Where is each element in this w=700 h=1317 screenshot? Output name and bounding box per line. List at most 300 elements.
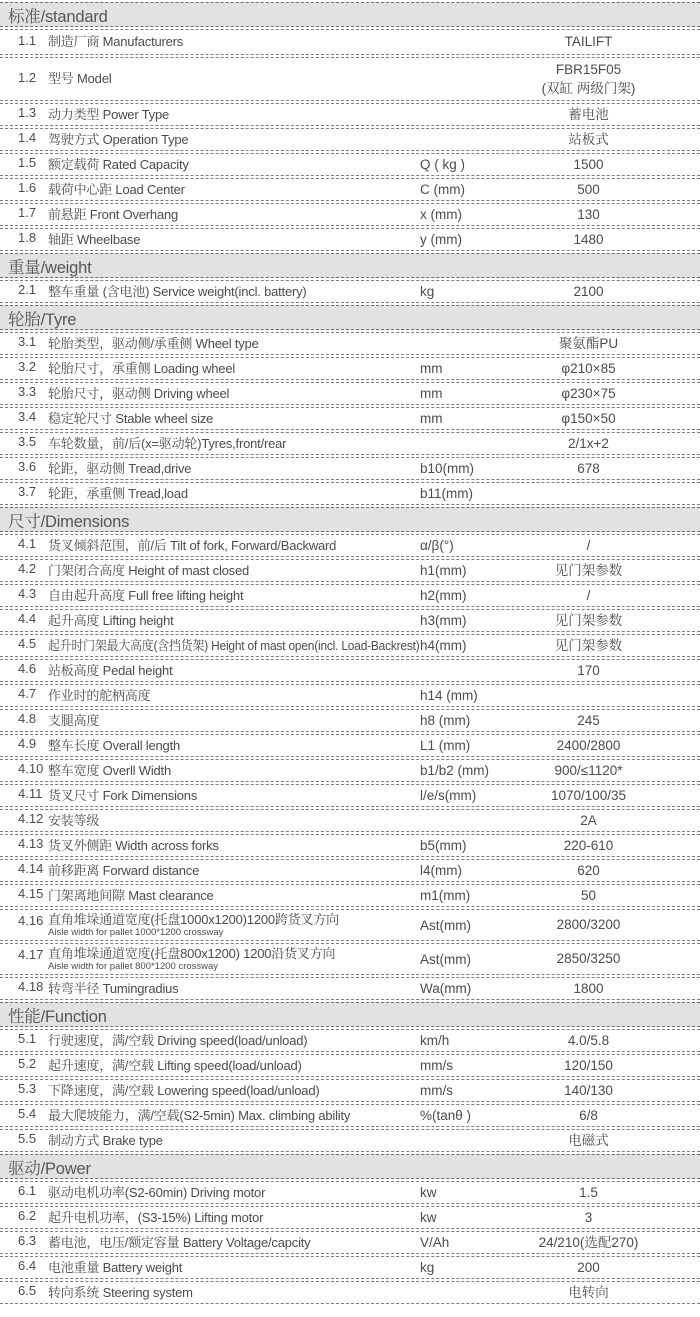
row-number: 3.5: [18, 434, 37, 449]
table-row: [0, 909, 700, 941]
row-description: [48, 72, 420, 86]
row-value: [505, 132, 700, 148]
table-row: [0, 57, 700, 101]
row-description-text: 车轮数量，前/后(x=驱动轮)Tyres,front/rear: [48, 436, 287, 451]
row-description-text: 整车长度 Overall length: [48, 738, 181, 753]
row-value-line: 6/8: [579, 1107, 598, 1123]
row-description: [48, 539, 420, 553]
row-unit-symbol: h3(mm): [420, 613, 467, 628]
row-description: [48, 982, 420, 996]
row-unit-symbol: y (mm): [420, 232, 462, 247]
table-row: [0, 103, 700, 126]
table-row: [0, 1256, 700, 1279]
row-number: 4.9: [18, 736, 37, 751]
row-unit-symbol: Ast(mm): [420, 917, 471, 933]
row-description-text: 驾驶方式 Operation Type: [48, 132, 189, 147]
row-description-text: 轮距，驱动侧 Tread,drive: [48, 461, 192, 476]
row-unit-symbol: l4(mm): [420, 863, 462, 878]
row-value-line: 170: [577, 662, 600, 678]
row-description-text: 最大爬坡能力，满/空载(S2-5min) Max. climbing ability: [48, 1108, 351, 1123]
row-value-line: 见门架参数: [554, 562, 623, 578]
row-description: [48, 1134, 420, 1148]
section-header: 尺寸/Dimensions: [0, 507, 700, 532]
row-unit-symbol: b1/b2 (mm): [420, 763, 490, 778]
row-value-line: φ210×85: [561, 360, 616, 376]
row-number: 1.5: [18, 155, 37, 170]
row-number: 5.1: [18, 1031, 37, 1046]
row-value: [505, 1133, 700, 1149]
row-description: [48, 839, 420, 853]
row-number: 4.3: [18, 586, 37, 601]
row-number: 4.18: [18, 979, 44, 994]
row-unit-symbol: L1 (mm): [420, 738, 471, 753]
row-unit-symbol: mm: [420, 361, 443, 376]
row-number: 3.1: [18, 334, 37, 349]
row-number: 4.13: [18, 836, 44, 851]
row-value: [505, 663, 700, 679]
row-number: 4.2: [18, 561, 37, 576]
row-value: [505, 436, 700, 452]
row-value-line: 678: [577, 460, 600, 476]
row-unit-symbol: mm/s: [420, 1058, 453, 1073]
table-row: [0, 859, 700, 882]
table-row: [0, 977, 700, 1000]
row-value-line: TAILIFT: [564, 34, 613, 49]
table-row: [0, 228, 700, 251]
row-number: 1.4: [18, 130, 37, 145]
row-description: [48, 913, 420, 938]
row-value-line: 2800/3200: [556, 917, 621, 932]
row-unit-symbol: kg: [420, 1260, 435, 1275]
row-value: [505, 1235, 700, 1251]
table-row: [0, 1281, 700, 1304]
row-value-line: 3: [584, 1209, 593, 1225]
row-number: 4.8: [18, 711, 37, 726]
row-value: [505, 838, 700, 854]
row-description-text: 驱动电机功率(S2-60min) Driving motor: [48, 1185, 266, 1200]
table-row: [0, 128, 700, 151]
row-description-text: 轮胎类型，驱动侧/承重侧 Wheel type: [48, 336, 259, 351]
row-number: 1.3: [18, 105, 37, 120]
section-header: 性能/Function: [0, 1002, 700, 1027]
table-row: [0, 457, 700, 480]
row-value: [505, 386, 700, 402]
row-value-line: 1500: [573, 156, 604, 172]
row-value-line: 聚氨酯PU: [558, 335, 619, 351]
table-row: [0, 1206, 700, 1229]
row-unit-symbol: l/e/s(mm): [420, 788, 477, 803]
section-header: 驱动/Power: [0, 1154, 700, 1179]
table-row: [0, 784, 700, 807]
row-description-text: 起升时门架最大高度(含挡货架) Height of mast open(incl. Load-Backrest): [48, 638, 420, 653]
row-unit-symbol: C (mm): [420, 182, 465, 197]
row-unit-symbol: x (mm): [420, 207, 462, 222]
row-value: [505, 888, 700, 904]
table-row: [0, 432, 700, 455]
row-value-line: /: [586, 587, 591, 603]
row-description: [48, 158, 420, 172]
table-row: [0, 482, 700, 505]
row-value: [505, 1058, 700, 1074]
row-description-text: 转弯半径 Tumingradius: [48, 981, 179, 996]
row-description: [48, 889, 420, 903]
row-description: [48, 664, 420, 678]
row-unit-symbol: kw: [420, 1185, 437, 1200]
row-value: [505, 207, 700, 223]
row-description: [48, 589, 420, 603]
row-unit-symbol: h2(mm): [420, 588, 467, 603]
row-description: [48, 362, 420, 376]
row-description: [48, 1059, 420, 1073]
row-value: [505, 917, 700, 933]
table-row: [0, 1129, 700, 1152]
row-description: [48, 564, 420, 578]
row-number: 4.16: [18, 913, 44, 928]
section-header: 轮胎/Tyre: [0, 305, 700, 330]
row-value-line: 245: [577, 712, 600, 728]
row-unit-symbol: Wa(mm): [420, 981, 472, 996]
row-description: [48, 614, 420, 628]
row-unit-symbol: b11(mm): [420, 486, 474, 501]
row-value: [505, 232, 700, 248]
row-unit-symbol: Q ( kg ): [420, 157, 466, 172]
row-description: [48, 133, 420, 147]
table-row: [0, 584, 700, 607]
row-unit-symbol: Ast(mm): [420, 951, 471, 967]
row-description: [48, 108, 420, 122]
row-unit-symbol: %(tanθ ): [420, 1108, 472, 1123]
spec-table: [0, 2, 700, 1304]
row-number: 4.4: [18, 611, 37, 626]
row-number: 3.2: [18, 359, 37, 374]
row-description: [48, 814, 420, 828]
row-unit-symbol: V/Ah: [420, 1235, 450, 1250]
row-value-line: FBR15F05: [555, 62, 622, 77]
row-value-line: 见门架参数: [554, 637, 623, 653]
row-value-line: /: [586, 537, 591, 553]
table-row: [0, 709, 700, 732]
row-value: [505, 638, 700, 654]
table-row: [0, 684, 700, 707]
row-number: 5.2: [18, 1056, 37, 1071]
row-number: 4.7: [18, 686, 37, 701]
row-description-text: 起升高度 Lifting height: [48, 613, 174, 628]
table-row: [0, 1054, 700, 1077]
row-value-line: 200: [577, 1259, 600, 1275]
row-description: [48, 387, 420, 401]
row-description: [48, 1261, 420, 1275]
row-value: [505, 713, 700, 729]
table-row: [0, 884, 700, 907]
row-value: [505, 107, 700, 123]
row-description: [48, 1186, 420, 1200]
row-number: 5.5: [18, 1131, 37, 1146]
row-description-text: 轴距 Wheelbase: [48, 232, 141, 247]
table-row: [0, 407, 700, 430]
row-value: [505, 361, 700, 377]
row-description-text: 自由起升高度 Full free lifting height: [48, 588, 244, 603]
row-number: 4.10: [18, 761, 44, 776]
row-description-text: 额定载荷 Rated Capacity: [48, 157, 189, 172]
row-value: [505, 788, 700, 804]
row-description: [48, 764, 420, 778]
row-value: [505, 1033, 700, 1049]
row-value-line: φ230×75: [561, 385, 616, 401]
row-value: [505, 613, 700, 629]
row-description-subtext: Aisle width for pallet 1000*1200 crossway: [48, 926, 224, 938]
row-description-text: 整车重量 (含电池) Service weight(incl. battery): [48, 284, 307, 299]
row-value: [505, 1108, 700, 1124]
row-description-text: 轮距，承重侧 Tread,load: [48, 486, 188, 501]
table-row: [0, 1181, 700, 1204]
row-unit-symbol: mm/s: [420, 1083, 453, 1098]
table-row: [0, 659, 700, 682]
row-description: [48, 1286, 420, 1300]
table-row: [0, 1079, 700, 1102]
table-row: [0, 1231, 700, 1254]
row-value: [505, 738, 700, 754]
row-value: [505, 981, 700, 997]
row-value-line2: (双缸 两级门架): [541, 81, 636, 96]
row-unit-symbol: h8 (mm): [420, 713, 471, 728]
row-value-line: 220-610: [563, 837, 614, 853]
row-value-line: 620: [577, 862, 600, 878]
row-number: 1.7: [18, 205, 37, 220]
row-description-text: 行驶速度，满/空载 Driving speed(load/unload): [48, 1033, 308, 1048]
row-number: 6.3: [18, 1233, 37, 1248]
row-description-text: 制动方式 Brake type: [48, 1133, 163, 1148]
row-description-text: 整车宽度 Overll Width: [48, 763, 172, 778]
row-value: [505, 157, 700, 173]
row-number: 6.2: [18, 1208, 37, 1223]
row-number: 1.6: [18, 180, 37, 195]
row-description: [48, 233, 420, 247]
row-value: [505, 563, 700, 579]
table-row: [0, 759, 700, 782]
row-description: [48, 285, 420, 299]
row-value: [505, 1083, 700, 1099]
row-description-subtext: Aisle width for pallet 800*1200 crossway: [48, 960, 219, 972]
row-number: 4.11: [18, 786, 43, 801]
row-description-text: 蓄电池，电压/额定容量 Battery Voltage/capcity: [48, 1235, 311, 1250]
row-description-text: 起升速度，满/空载 Lifting speed(load/unload): [48, 1058, 302, 1073]
row-description-text: 型号 Model: [48, 72, 112, 86]
row-number: 4.14: [18, 861, 44, 876]
row-description: [48, 864, 420, 878]
table-row: [0, 734, 700, 757]
row-number: 6.5: [18, 1283, 37, 1298]
table-row: [0, 332, 700, 355]
row-value-line: 站板式: [568, 131, 609, 147]
table-row: [0, 809, 700, 832]
row-value: [505, 461, 700, 477]
row-value-line: 1.5: [579, 1184, 598, 1200]
row-description-text: 电池重量 Battery weight: [48, 1260, 183, 1275]
table-row: [0, 178, 700, 201]
row-value-line: 900/≤1120*: [554, 762, 623, 778]
row-description: [48, 1211, 420, 1225]
row-number: 1.8: [18, 230, 37, 245]
row-value-line: 120/150: [564, 1057, 613, 1073]
row-number: 1.1: [18, 32, 37, 48]
table-row: [0, 634, 700, 657]
row-value-line: 电转向: [568, 1284, 609, 1300]
table-row: [0, 1104, 700, 1127]
row-description-text: 轮胎尺寸，驱动侧 Driving wheel: [48, 386, 230, 401]
row-value: [505, 182, 700, 198]
row-description-text: 载荷中心距 Load Center: [48, 182, 185, 197]
row-unit-symbol: h14 (mm): [420, 688, 478, 703]
row-unit-symbol: h4(mm): [420, 638, 467, 653]
row-value: [505, 763, 700, 779]
section-header: 标准/standard: [0, 2, 700, 27]
row-description-text: 直角堆垛通道宽度(托盘1000x1200)1200跨货叉方向: [48, 912, 339, 927]
table-row: [0, 559, 700, 582]
row-value-line: 24/210(选配270): [538, 1234, 639, 1250]
row-value: [505, 1260, 700, 1276]
row-value: [505, 863, 700, 879]
row-value-line: 1070/100/35: [550, 787, 627, 803]
row-value-line: 130: [577, 206, 600, 222]
row-number: 3.6: [18, 459, 37, 474]
row-value: [505, 336, 700, 352]
row-unit-symbol: α/β(°): [420, 538, 454, 553]
row-number: 3.7: [18, 484, 37, 499]
table-row: [0, 534, 700, 557]
row-value-line: 140/130: [564, 1082, 613, 1098]
row-value: [505, 284, 700, 300]
row-description-text: 门架闭合高度 Height of mast closed: [48, 563, 250, 578]
row-unit-symbol: b10(mm): [420, 461, 475, 476]
row-description-text: 稳定轮尺寸 Stable wheel size: [48, 411, 214, 426]
row-number: 4.12: [18, 811, 44, 826]
row-description: [48, 714, 420, 728]
row-description: [48, 1236, 420, 1250]
table-row: [0, 280, 700, 303]
row-unit-symbol: m1(mm): [420, 888, 471, 903]
row-description: [48, 437, 420, 451]
row-description: [48, 183, 420, 197]
row-number: 6.1: [18, 1183, 37, 1198]
row-value-line: 1800: [573, 980, 604, 996]
row-description: [48, 487, 420, 501]
row-number: 5.3: [18, 1081, 37, 1096]
row-description: [48, 1034, 420, 1048]
row-value-line: 500: [577, 181, 600, 197]
row-description: [48, 1084, 420, 1098]
row-number: 2.1: [18, 282, 37, 297]
row-description-text: 直角堆垛通道宽度(托盘800x1200) 1200沿货叉方向: [48, 946, 336, 961]
table-row: [0, 834, 700, 857]
row-value: [505, 813, 700, 829]
table-row: [0, 609, 700, 632]
row-description: [48, 462, 420, 476]
row-value-line: 电磁式: [568, 1132, 609, 1148]
row-description-text: 下降速度，满/空载 Lowering speed(load/unload): [48, 1083, 320, 1098]
row-description-text: 站板高度 Pedal height: [48, 663, 173, 678]
row-description: [48, 639, 420, 653]
row-unit-symbol: mm: [420, 411, 443, 426]
row-description-text: 制造厂商 Manufacturers: [48, 35, 184, 49]
row-value: [505, 951, 700, 967]
row-description-text: 货叉尺寸 Fork Dimensions: [48, 788, 198, 803]
row-description-text: 作业时的舵柄高度: [48, 688, 151, 703]
row-description-text: 安装等级: [48, 813, 100, 828]
row-number: 5.4: [18, 1106, 37, 1121]
row-description: [48, 947, 420, 972]
row-description: [48, 35, 420, 49]
row-description-text: 货叉外侧距 Width across forks: [48, 838, 219, 853]
row-number: 4.15: [18, 886, 44, 901]
row-value: [505, 34, 700, 50]
row-description-text: 前悬距 Front Overhang: [48, 207, 179, 222]
table-row: [0, 29, 700, 55]
row-value-line: 50: [580, 887, 597, 903]
row-value: [505, 1210, 700, 1226]
row-number: 4.6: [18, 661, 37, 676]
row-description-text: 动力类型 Power Type: [48, 107, 170, 122]
table-row: [0, 153, 700, 176]
row-number: 3.4: [18, 409, 37, 424]
row-value: [505, 538, 700, 554]
row-description: [48, 789, 420, 803]
row-value-line: 2400/2800: [556, 737, 621, 753]
row-value-line: 2100: [573, 283, 604, 299]
row-number: 4.5: [18, 636, 37, 651]
table-row: [0, 357, 700, 380]
row-unit-symbol: kg: [420, 284, 435, 299]
row-description: [48, 337, 420, 351]
table-row: [0, 382, 700, 405]
table-row: [0, 1029, 700, 1052]
row-value: [505, 411, 700, 427]
row-description-text: 货叉倾斜范围，前/后 Tilt of fork, Forward/Backward: [48, 538, 337, 553]
row-value-line: φ150×50: [561, 410, 616, 426]
table-row: [0, 943, 700, 975]
row-value: [505, 60, 700, 98]
row-value-line: 4.0/5.8: [567, 1032, 610, 1048]
row-value-line: 2/1x+2: [568, 435, 609, 451]
row-number: 6.4: [18, 1258, 37, 1273]
row-description: [48, 739, 420, 753]
row-description-text: 前移距离 Forward distance: [48, 863, 200, 878]
row-description: [48, 689, 420, 703]
row-value: [505, 588, 700, 604]
row-number: 3.3: [18, 384, 37, 399]
row-description: [48, 1109, 420, 1123]
row-description-text: 起升电机功率，(S3-15%) Lifting motor: [48, 1210, 264, 1225]
row-number: 4.1: [18, 536, 37, 551]
row-unit-symbol: kw: [420, 1210, 437, 1225]
row-unit-symbol: km/h: [420, 1033, 450, 1048]
row-value-line: 2850/3250: [556, 951, 621, 966]
row-unit-symbol: mm: [420, 386, 443, 401]
row-description: [48, 208, 420, 222]
row-value: [505, 1185, 700, 1201]
table-row: [0, 203, 700, 226]
section-header: 重量/weight: [0, 253, 700, 278]
row-description-text: 转向系统 Steering system: [48, 1285, 193, 1300]
row-value-line: 蓄电池: [568, 106, 609, 122]
row-number: 4.17: [18, 947, 44, 962]
row-number: 1.2: [18, 69, 37, 85]
row-unit-symbol: b5(mm): [420, 838, 467, 853]
row-value-line: 2A: [580, 812, 597, 828]
row-description-text: 门架离地间隙 Mast clearance: [48, 888, 214, 903]
row-description-text: 支腿高度: [48, 713, 100, 728]
row-value-line: 1480: [573, 231, 604, 247]
row-description: [48, 412, 420, 426]
